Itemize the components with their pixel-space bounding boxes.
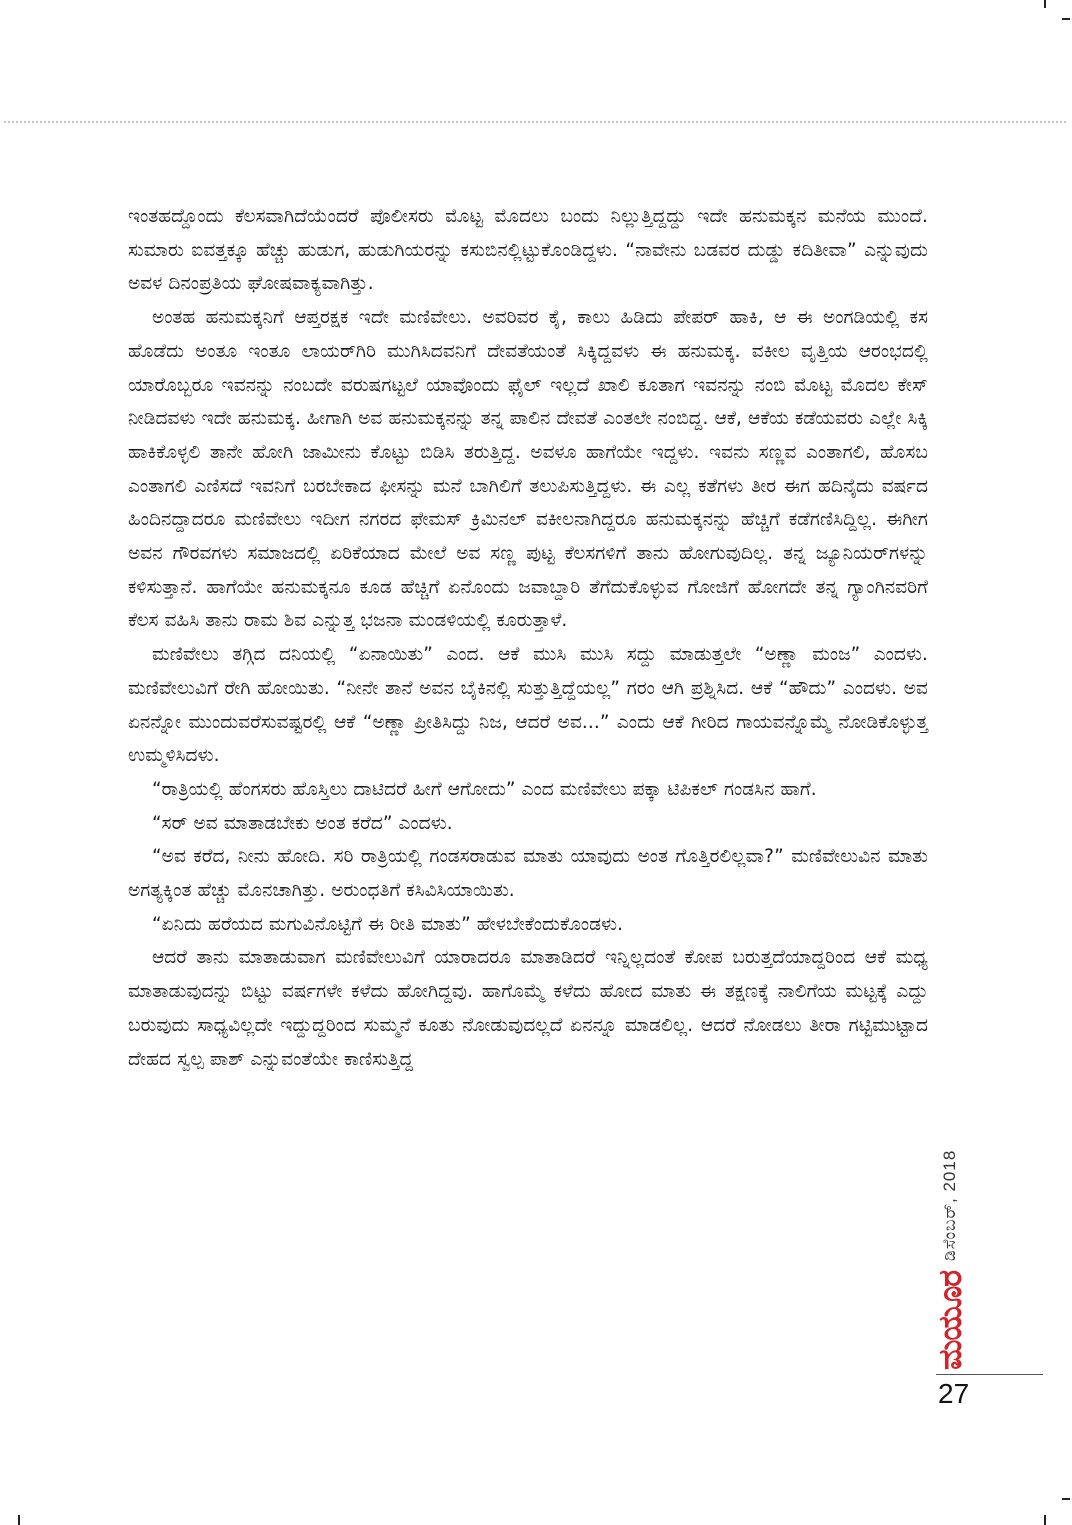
masthead-rotated [930, 1075, 970, 1370]
page-number-rule [936, 1374, 1043, 1375]
crop-mark-bottom-left [18, 1515, 20, 1525]
paragraph: “ಏನಿದು ಹರೆಯದ ಮಗುವಿನೊಟ್ಟಿಗೆ ಈ ರೀತಿ ಮಾತು” ಹೇಳಬೇಕೆಂದುಕೊಂಡಳು. [152, 913, 624, 935]
paragraph: “ರಾತ್ರಿಯಲ್ಲಿ ಹೆಂಗಸರು ಹೊಸ್ತಿಲು ದಾಟಿದರೆ ಹೀಗೆ ಆಗೋದು” ಎಂದ ಮಣಿವೇಲು ಪಕ್ಕಾ ಟಿಪಿಕಲ್ ಗಂಡಸಿನ ಹಾಗೆ. [152, 778, 817, 800]
crop-mark-right-top [1062, 18, 1070, 20]
crop-mark-top-right [1044, 0, 1046, 8]
paragraph: ಅಂತಹ ಹನುಮಕ್ಕನಿಗೆ ಆಪ್ತರಕ್ಷಕ ಇದೇ ಮಣಿವೇಲು. ಅವರಿವರ ಕೈ, ಕಾಲು ಹಿಡಿದು ಪೇಪರ್ ಹಾಕಿ, ಆ ಈ ಅಂಗಡಿಯಲ್ಲಿ ಕಸ ಹೊಡೆದು ಅಂತೂ ಇಂತೂ ಲಾಯರ್‌ಗಿರಿ ಮುಗಿಸಿದವನಿಗೆ ದೇವತೆಯಂತೆ ಸಿಕ್ಕಿದ್ದವಳು ಈ ಹನುಮಕ್ಕ. ವಕೀಲ ವೃತ್ತಿಯ ಆರಂಭದಲ್ಲಿ ಯಾರೊಬ್ಬರೂ ಇವನನ್ನು ನಂಬದೇ ವರುಷಗಟ್ಟಲೆ ಯಾವೊಂದು ಫೈಲ್ ಇಲ್ಲದೆ ಖಾಲಿ ಕೂತಾಗ ಇವನನ್ನು ನಂಬಿ ಮೊಟ್ಟ ಮೊದಲ ಕೇಸ್ ನೀಡಿದವಳು ಇದೇ ಹನುಮಕ್ಕ. ಹೀಗಾಗಿ ಅವ ಹನುಮಕ್ಕನನ್ನು ತನ್ನ ಪಾಲಿನ ದೇವತೆ ಎಂತಲೇ ನಂಬಿದ್ದ. ಆಕೆ, ಆಕೆಯ ಕಡೆಯವರು ಎಲ್ಲೇ ಸಿಕ್ಕಿ ಹಾಕಿಕೊಳ್ಳಲಿ ತಾನೇ ಹೋಗಿ ಜಾಮೀನು ಕೊಟ್ಟು ಬಿಡಿಸಿ ತರುತ್ತಿದ್ದ. ಅವಳೂ ಹಾಗೆಯೇ ಇದ್ದಳು. ಇವನು ಸಣ್ಣವ ಎಂತಾಗಲಿ, ಹೊಸಬ ಎಂತಾಗಲಿ ಎಣಿಸದೆ ಇವನಿಗೆ ಬರಬೇಕಾದ ಫೀಸನ್ನು ಮನೆ ಬಾಗಿಲಿಗೆ ತಲುಪಿಸುತ್ತಿದ್ದಳು. ಈ ಎಲ್ಲ ಕತೆಗಳು ತೀರ ಈಗ ಹದಿನೈದು ವರ್ಷದ ಹಿಂದಿನದ್ದಾದರೂ ಮಣಿವೇಲು ಇದೀಗ ನಗರದ ಫೇಮಸ್ ಕ್ರಿಮಿನಲ್ ವಕೀಲನಾಗಿದ್ದರೂ ಹನುಮಕ್ಕನನ್ನು ಹೆಚ್ಚಿಗೆ ಕಡೆಗಣಿಸಿದ್ದಿಲ್ಲ. ಈಗೀಗ ಅವನ ಗೌರವಗಳು ಸಮಾಜದಲ್ಲಿ ಏರಿಕೆಯಾದ ಮೇಲೆ ಅವ ಸಣ್ಣ ಪುಟ್ಟ ಕೆಲಸಗಳಿಗೆ ತಾನು ಹೋಗುವುದಿಲ್ಲ. ತನ್ನ ಜ್ಯೂನಿಯರ್‌ಗಳನ್ನು ಕಳಿಸುತ್ತಾನೆ. ಹಾಗೆಯೇ ಹನುಮಕ್ಕನೂ ಕೂಡ ಹೆಚ್ಚಿಗೆ ಏನೊಂದು ಜವಾಬ್ದಾರಿ ತೆಗೆದುಕೊಳ್ಳುವ ಗೋಜಿಗೆ ಹೋಗದೇ ತನ್ನ ಗ್ಯಾಂಗಿನವರಿಗೆ ಕೆಲಸ ವಹಿಸಿ ತಾನು ರಾಮ ಶಿವ ಎನ್ನುತ್ತ ಭಜನಾ ಮಂಡಳಿಯಲ್ಲಿ ಕೂರುತ್ತಾಳೆ. [128, 307, 928, 632]
issue-date: ಡಿಸೆಂಬರ್, 2018 [940, 1149, 959, 1261]
magazine-logo: ಮಯೂರ [931, 1270, 969, 1370]
paragraph: ಮಣಿವೇಲು ತಗ್ಗಿದ ದನಿಯಲ್ಲಿ “ಏನಾಯಿತು” ಎಂದ. ಆಕೆ ಮುಸಿ ಮುಸಿ ಸದ್ದು ಮಾಡುತ್ತಲೇ “ಅಣ್ಣಾ ಮಂಜ” ಎಂದಳು. ಮಣಿವೇಲುವಿಗೆ ರೇಗಿ ಹೋಯಿತು. “ನೀನೇ ತಾನೆ ಅವನ ಬೈಕಿನಲ್ಲಿ ಸುತ್ತುತ್ತಿದ್ದೆಯಲ್ಲ” ಗರಂ ಆಗಿ ಪ್ರಶ್ನಿಸಿದ. ಆಕೆ “ಹೌದು” ಎಂದಳು. ಅವ ಏನನ್ನೋ ಮುಂದುವರೆಸುವಷ್ಟರಲ್ಲಿ ಆಕೆ “ಅಣ್ಣಾ ಪ್ರೀತಿಸಿದ್ದು ನಿಜ, ಆದರೆ ಅವ...” ಎಂದು ಆಕೆ ಗೀರಿದ ಗಾಯವನ್ನೊಮ್ಮೆ ನೋಡಿಕೊಳ್ಳುತ್ತ ಉಮ್ಮಳಿಸಿದಳು. [128, 644, 928, 767]
header-dotted-rule [4, 121, 1066, 123]
paragraph: “ಸರ್ ಅವ ಮಾತಾಡಬೇಕು ಅಂತ ಕರೆದ” ಎಂದಳು. [152, 812, 453, 834]
paragraph: “ಅವ ಕರೆದ, ನೀನು ಹೋದಿ. ಸರಿ ರಾತ್ರಿಯಲ್ಲಿ ಗಂಡಸರಾಡುವ ಮಾತು ಯಾವುದು ಅಂತ ಗೊತ್ತಿರಲಿಲ್ಲವಾ?” ಮಣಿವೇಲುವಿನ ಮಾತು ಅಗತ್ಯಕ್ಕಿಂತ ಹೆಚ್ಚು ಮೊನಚಾಗಿತ್ತು. ಅರುಂಧತಿಗೆ ಕಸಿವಿಸಿಯಾಯಿತು. [128, 846, 928, 902]
paragraph: ಆದರೆ ತಾನು ಮಾತಾಡುವಾಗ ಮಣಿವೇಲುವಿಗೆ ಯಾರಾದರೂ ಮಾತಾಡಿದರೆ ಇನ್ನಿಲ್ಲದಂತೆ ಕೋಪ ಬರುತ್ತದೆಯಾದ್ದರಿಂದ ಆಕೆ ಮಧ್ಯ ಮಾತಾಡುವುದನ್ನು ಬಿಟ್ಟು ವರ್ಷಗಳೇ ಕಳೆದು ಹೋಗಿದ್ದವು. ಹಾಗೊಮ್ಮೆ ಕಳೆದು ಹೋದ ಮಾತು ಈ ತಕ್ಷಣಕ್ಕೆ ನಾಲಿಗೆಯ ಮಟ್ಟಕ್ಕೆ ಎದ್ದು ಬರುವುದು ಸಾಧ್ಯವಿಲ್ಲದೇ ಇದ್ದುದ್ದರಿಂದ ಸುಮ್ಮನೆ ಕೂತು ನೋಡುವುದಲ್ಲದೆ ಏನನ್ನೂ ಮಾಡಲಿಲ್ಲ. ಆದರೆ ನೋಡಲು ತೀರಾ ಗಟ್ಟಿಮುಟ್ಟಾದ ದೇಹದ ಸ್ವಲ್ಪ ಪಾಶ್ ಎನ್ನುವಂತೆಯೇ ಕಾಣಿಸುತ್ತಿದ್ದ [128, 947, 929, 1070]
masthead-strip [930, 1075, 970, 1370]
article-body [128, 200, 928, 1076]
crop-mark-bottom-right [1044, 1515, 1046, 1525]
crop-mark-right-bottom [1062, 1498, 1070, 1500]
page-number: 27 [938, 1378, 970, 1409]
paragraph: ಇಂತಹದ್ದೊಂದು ಕೆಲಸವಾಗಿದೆಯೆಂದರೆ ಪೊಲೀಸರು ಮೊಟ್ಟ ಮೊದಲು ಬಂದು ನಿಲ್ಲುತ್ತಿದ್ದದ್ದು ಇದೇ ಹನುಮಕ್ಕನ ಮನೆಯ ಮುಂದೆ. ಸುಮಾರು ಐವತ್ತಕ್ಕೂ ಹೆಚ್ಚು ಹುಡುಗ, ಹುಡುಗಿಯರನ್ನು ಕಸುಬಿನಲ್ಲಿಟ್ಟುಕೊಂಡಿದ್ದಳು. “ನಾವೇನು ಬಡವರ ದುಡ್ಡು ಕದಿತೀವಾ” ಎನ್ನುವುದು ಅವಳ ದಿನಂಪ್ರತಿಯ ಘೋಷವಾಕ್ಯವಾಗಿತ್ತು. [128, 206, 928, 295]
